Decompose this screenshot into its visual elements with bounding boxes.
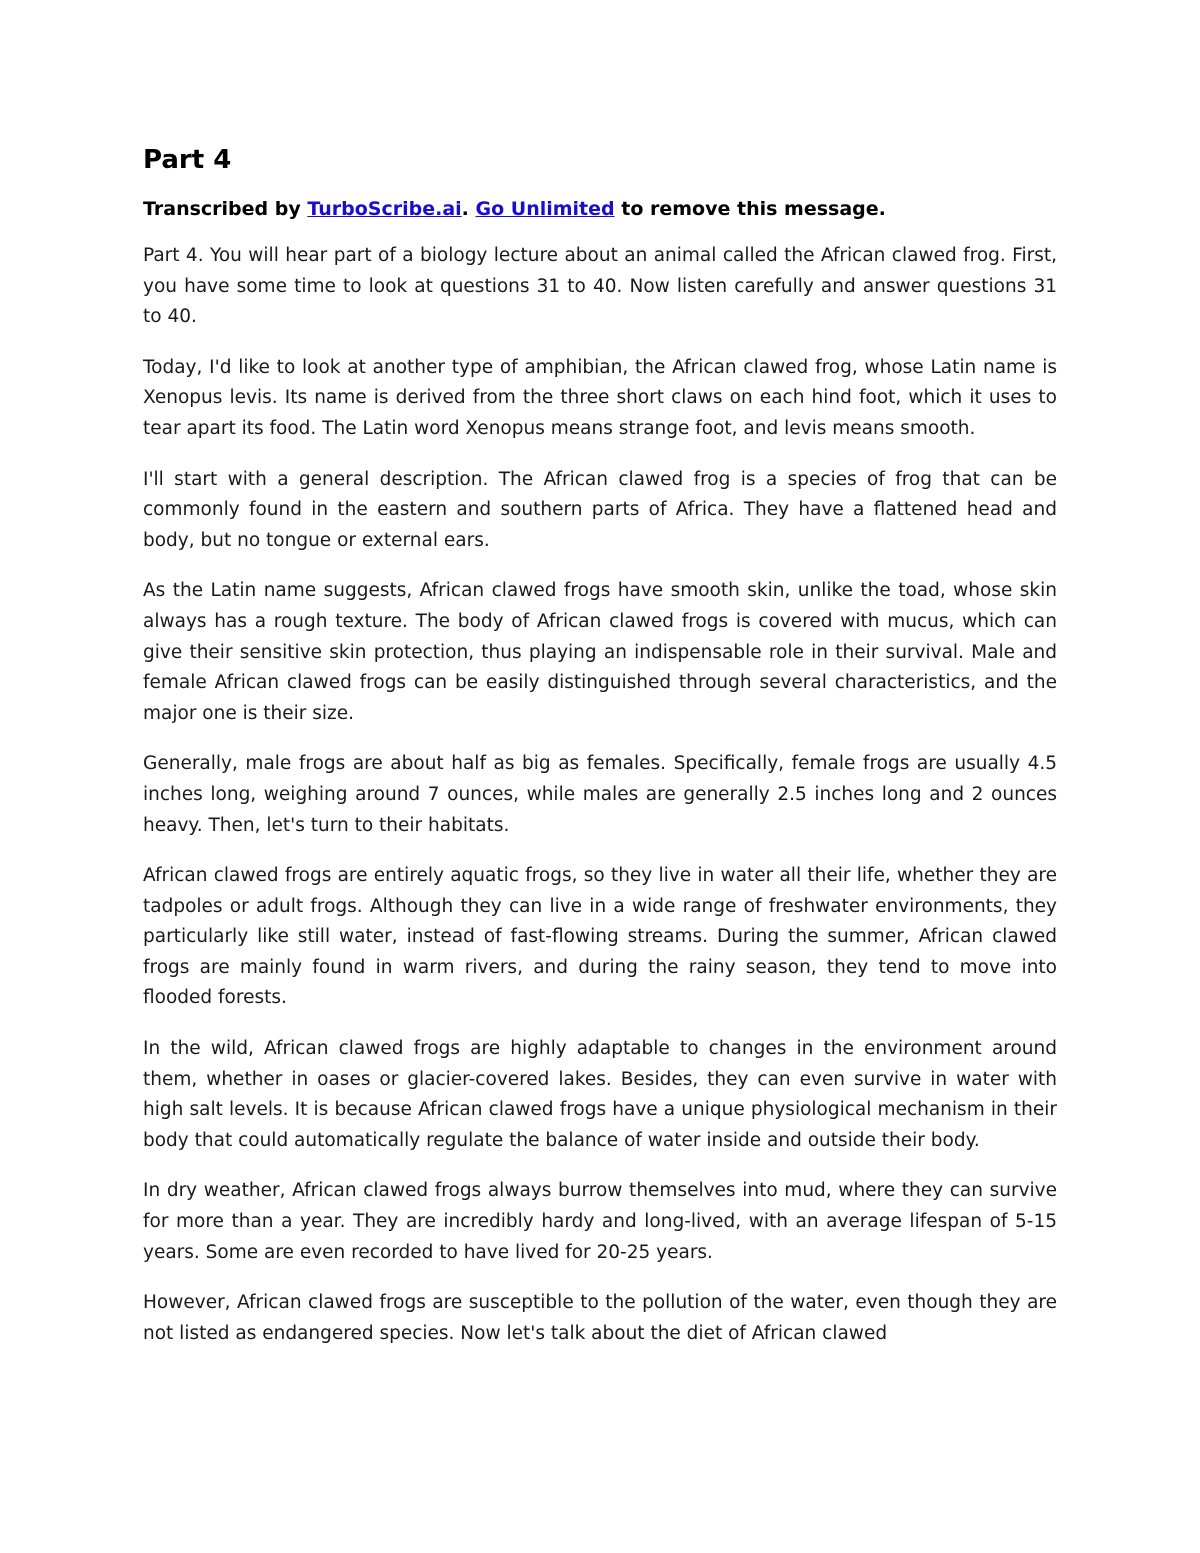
banner-separator: . xyxy=(461,198,476,220)
paragraph-pollution: However, African clawed frogs are susceptible to the pollution of the water, even though they are not listed as endangered species. Now let's talk about the diet of African clawed xyxy=(143,1292,1057,1344)
page-title: Part 4 xyxy=(143,145,232,175)
go-unlimited-link[interactable]: Go Unlimited xyxy=(475,198,615,220)
document-page xyxy=(143,140,1057,1369)
paragraph-habitat: African clawed frogs are entirely aquatic frogs, so they live in water all their life, whether they are tadpoles or adult frogs. Although they can live in a wide range of freshwater environments, they particularly like still water, instead of fast-flowing streams. During the summer, African clawed frogs are mainly found in warm rivers, and during the rainy season, they tend to move into flooded forests. xyxy=(143,865,1057,1009)
banner-prefix: Transcribed by xyxy=(143,198,308,220)
banner-suffix: to remove this message. xyxy=(614,198,886,220)
paragraph-skin: As the Latin name suggests, African clawed frogs have smooth skin, unlike the toad, whose skin always has a rough texture. The body of African clawed frogs is covered with mucus, which can give their sensitive skin protection, thus playing an indispensable role in their survival. Male and female African clawed frogs can be easily distinguished through several characteristics, and the major one is their size. xyxy=(143,580,1057,724)
transcription-banner xyxy=(143,194,1057,224)
paragraph-name-origin: Today, I'd like to look at another type of amphibian, the African clawed frog, whose Latin name is Xenopus levis. Its name is derived from the three short claws on each hind foot, which it uses to tear apart its food. The Latin word Xenopus means strange foot, and levis means smooth. xyxy=(143,356,1057,439)
paragraph-description: I'll start with a general description. The African clawed frog is a species of frog that can be commonly found in the eastern and southern parts of Africa. They have a flattened head and body, but no tongue or external ears. xyxy=(143,468,1057,551)
paragraph-intro: Part 4. You will hear part of a biology lecture about an animal called the African clawed frog. First, you have some time to look at questions 31 to 40. Now listen carefully and answer questions 31 to 40. xyxy=(143,245,1057,328)
turboscribe-link[interactable]: TurboScribe.ai xyxy=(307,198,462,220)
paragraph-size: Generally, male frogs are about half as big as females. Specifically, female frogs are usually 4.5 inches long, weighing around 7 ounces, while males are generally 2.5 inches long and 2 ounces heavy. Then, let's turn to their habitats. xyxy=(143,753,1057,836)
paragraph-lifespan: In dry weather, African clawed frogs always burrow themselves into mud, where they can survive for more than a year. They are incredibly hardy and long-lived, with an average lifespan of 5-15 years. Some are even recorded to have lived for 20-25 years. xyxy=(143,1180,1057,1263)
paragraph-adaptability: In the wild, African clawed frogs are highly adaptable to changes in the environment around them, whether in oases or glacier-covered lakes. Besides, they can even survive in water with high salt levels. It is because African clawed frogs have a unique physiological mechanism in their body that could automatically regulate the balance of water inside and outside their body. xyxy=(143,1038,1057,1151)
